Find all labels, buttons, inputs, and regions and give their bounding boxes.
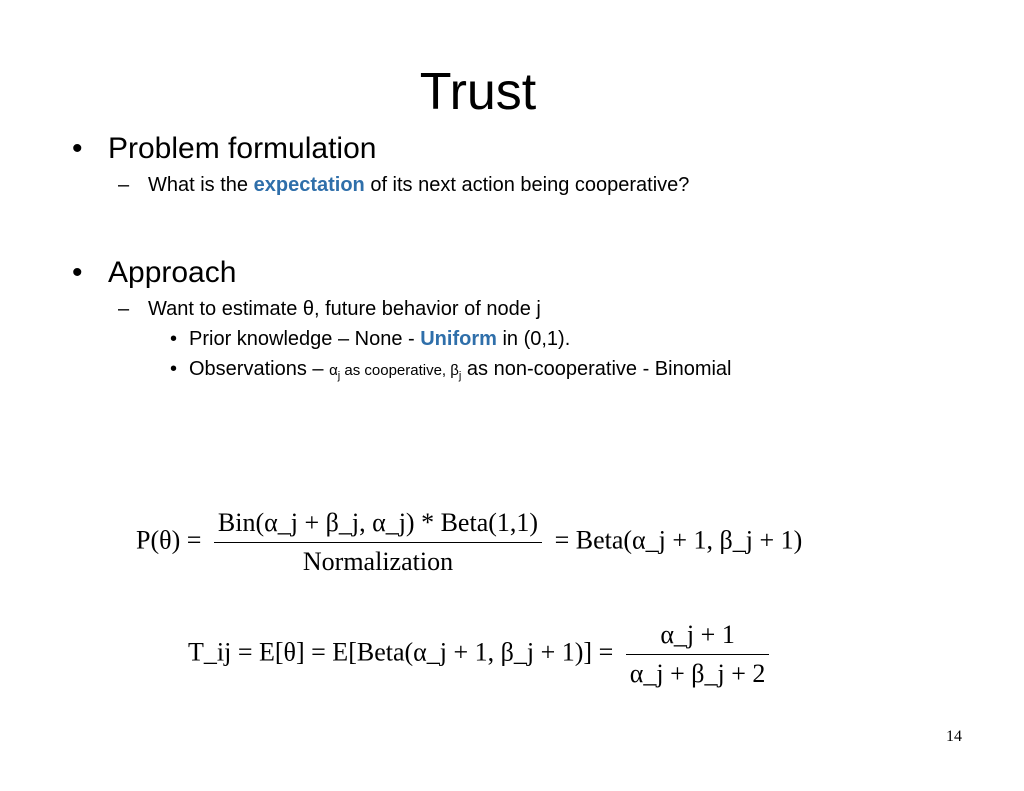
dash-marker: – — [118, 174, 130, 196]
sub-bullet-text — [148, 173, 689, 197]
slide-title: Trust — [419, 63, 537, 121]
alpha-subscript: j — [337, 370, 341, 382]
equation-denominator: Normalization — [302, 547, 454, 576]
sub-sub-bullet-text — [189, 357, 732, 383]
text-segment: What is the — [148, 174, 254, 196]
equation-trust — [188, 620, 769, 689]
text-segment: in (0,1). — [496, 328, 571, 350]
text-segment: Prior knowledge – None - — [189, 328, 421, 350]
equation-lhs: P(θ) = — [136, 525, 202, 555]
beta-glyph: β — [450, 362, 459, 379]
bullet-label: Problem formulation — [108, 132, 377, 165]
text-segment: Observations – — [189, 358, 330, 380]
beta-subscript: j — [458, 370, 462, 382]
bullet-marker: • — [170, 328, 178, 350]
equation-numerator: α_j + 1 — [626, 620, 770, 655]
bullet-marker: • — [72, 256, 83, 289]
equation-posterior — [136, 508, 802, 577]
equation-rhs: = Beta(α_j + 1, β_j + 1) — [554, 525, 803, 555]
alpha-symbol — [329, 362, 462, 382]
sub-bullet-text: Want to estimate θ, future behavior of node j — [148, 298, 541, 320]
bullet-marker: • — [170, 358, 178, 380]
text-segment: of its next action being cooperative? — [364, 174, 690, 196]
highlighted-term: expectation — [253, 174, 365, 196]
bullet-marker: • — [72, 132, 83, 165]
text-segment: as non-cooperative - Binomial — [461, 358, 732, 380]
alpha-glyph: α — [329, 362, 338, 379]
page-number: 14 — [946, 728, 962, 745]
dash-marker: – — [118, 298, 130, 320]
sub-sub-bullet-text — [189, 327, 570, 351]
bullet-label: Approach — [108, 256, 237, 289]
equation-fraction — [214, 508, 542, 577]
text-segment: as cooperative, — [340, 362, 451, 379]
highlighted-term: Uniform — [420, 328, 497, 350]
equation-lhs: T_ij = E[θ] = E[Beta(α_j + 1, β_j + 1)] = — [188, 637, 614, 667]
equation-fraction — [626, 620, 770, 689]
equation-numerator: Bin(α_j + β_j, α_j) * Beta(1,1) — [214, 508, 542, 543]
equation-denominator: α_j + β_j + 2 — [629, 659, 766, 688]
